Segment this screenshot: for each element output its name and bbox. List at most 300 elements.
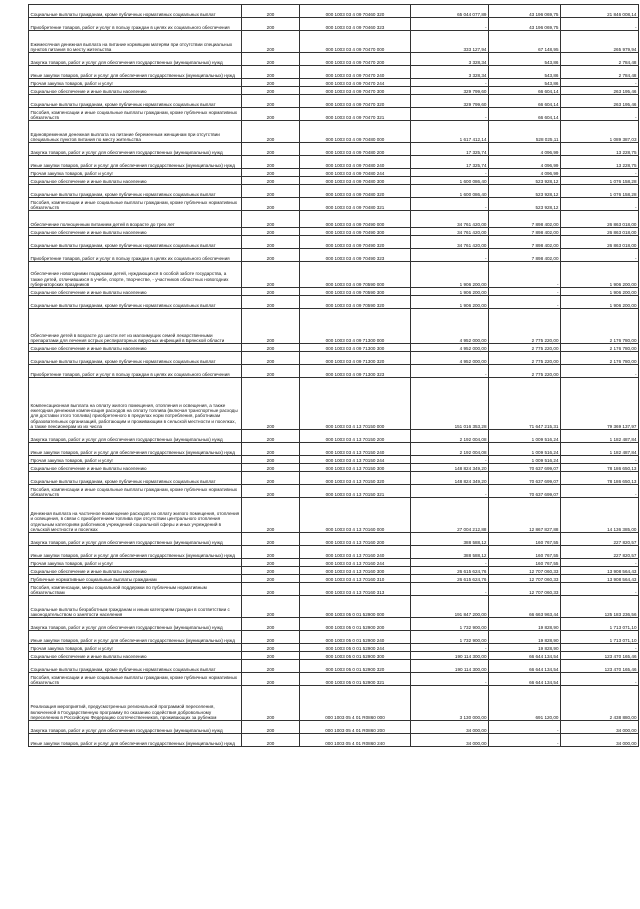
row-unexecuted: - xyxy=(561,18,639,31)
row-name: Приобретение товаров, работ и услуг в пользу граждан в целях их социального обеспечения xyxy=(29,18,242,31)
row-unexecuted: 1 089 387,03 xyxy=(561,121,639,143)
row-name: Пособия, компенсации и иные социальные выплаты гражданам, кроме публичных нормативных обязательств xyxy=(29,673,242,686)
row-name: Денежная выплата на частичное возмещение расходов на оплату жилого помещения, отопления и освещения, в связи с приобретением топлива при отсутствии центрального отопления отдельным категориям работников учреждений социальной сферы и иных учреждений в сельской местности и поселках xyxy=(29,498,242,533)
table-row xyxy=(29,472,639,485)
row-code: 200 xyxy=(242,87,300,95)
row-unexecuted: 79 369 137,97 xyxy=(561,378,639,430)
row-executed: 160 767,55 xyxy=(489,546,561,559)
row-unexecuted: 14 136 385,00 xyxy=(561,498,639,533)
row-executed: 43 196 069,75 xyxy=(489,18,561,31)
row-code: 200 xyxy=(242,249,300,262)
row-code: 200 xyxy=(242,644,300,652)
row-approved: 26 615 624,76 xyxy=(411,575,489,583)
table-row xyxy=(29,177,639,185)
table-row xyxy=(29,583,639,596)
row-kbk: 000 1003 03 4 09 70470 240 xyxy=(300,66,411,79)
row-unexecuted: - xyxy=(561,108,639,121)
row-kbk: 000 1003 03 4 09 70590 320 xyxy=(300,296,411,309)
row-approved: 2 192 004,08 xyxy=(411,443,489,456)
row-approved: 1 906 200,00 xyxy=(411,288,489,296)
row-kbk: 000 1003 05 0 01 52900 200 xyxy=(300,618,411,631)
row-unexecuted: 2 438 880,00 xyxy=(561,686,639,721)
row-code: 200 xyxy=(242,546,300,559)
table-row xyxy=(29,365,639,378)
row-kbk: 000 1003 03 4 09 70460 320 xyxy=(300,5,411,18)
row-code: 200 xyxy=(242,498,300,533)
row-approved: - xyxy=(411,249,489,262)
row-code: 200 xyxy=(242,236,300,249)
row-code: 200 xyxy=(242,430,300,443)
table-row xyxy=(29,660,639,673)
row-code: 200 xyxy=(242,79,300,87)
table-row xyxy=(29,567,639,575)
row-executed: 2 775 220,00 xyxy=(489,309,561,344)
row-unexecuted: 2 784,48 xyxy=(561,53,639,66)
row-name: Иные закупки товаров, работ и услуг для обеспечения государственных (муниципальных) нужд xyxy=(29,546,242,559)
table-row xyxy=(29,575,639,583)
row-code: 200 xyxy=(242,533,300,546)
row-unexecuted: 2 176 780,00 xyxy=(561,309,639,344)
row-kbk: 000 1003 03 4 13 70150 321 xyxy=(300,485,411,498)
row-name: Реализация мероприятий, предусмотренных региональной программой переселения, включенной в Государственную программу по оказанию содействия добровольному переселению в Российскую Федерацию соотечественников, проживающих за рубежом xyxy=(29,686,242,721)
row-name: Закупка товаров, работ и услуг для обеспечения государственных (муниципальных) нужд xyxy=(29,721,242,734)
row-kbk: 000 1003 03 4 13 70150 000 xyxy=(300,378,411,430)
row-unexecuted: 227 820,57 xyxy=(561,533,639,546)
row-executed: 66 644 134,54 xyxy=(489,652,561,660)
row-code: 200 xyxy=(242,344,300,352)
row-unexecuted: 1 713 071,10 xyxy=(561,618,639,631)
table-row xyxy=(29,644,639,652)
row-code: 200 xyxy=(242,583,300,596)
row-name: Публичные нормативные социальные выплаты гражданам xyxy=(29,575,242,583)
row-name: Приобретение товаров, работ и услуг в пользу граждан в целях их социального обеспечения xyxy=(29,365,242,378)
row-approved: 329 799,60 xyxy=(411,95,489,108)
row-executed: - xyxy=(489,288,561,296)
row-kbk: 000 1003 03 4 09 70480 200 xyxy=(300,143,411,156)
row-approved: 3 328,34 xyxy=(411,53,489,66)
row-name: Закупка товаров, работ и услуг для обеспечения государственных (муниципальных) нужд xyxy=(29,533,242,546)
table-row xyxy=(29,66,639,79)
row-kbk: 000 1003 03 4 09 70470 300 xyxy=(300,87,411,95)
row-kbk: 000 1003 03 4 09 70480 244 xyxy=(300,169,411,177)
row-code: 200 xyxy=(242,567,300,575)
row-code: 200 xyxy=(242,660,300,673)
row-name: Пособия, компенсации и иные социальные выплаты гражданам, кроме публичных нормативных обязательств xyxy=(29,108,242,121)
row-approved: 191 847 200,00 xyxy=(411,596,489,618)
row-unexecuted: 21 846 008,14 xyxy=(561,5,639,18)
budget-execution-table xyxy=(28,4,639,747)
row-code: 200 xyxy=(242,686,300,721)
row-code: 200 xyxy=(242,464,300,472)
row-kbk: 000 1003 05 4 01 R0860 000 xyxy=(300,686,411,721)
row-approved: 1 732 900,00 xyxy=(411,618,489,631)
row-unexecuted: 1 906 200,00 xyxy=(561,296,639,309)
row-unexecuted: - xyxy=(561,485,639,498)
row-code: 200 xyxy=(242,721,300,734)
row-executed: 4 096,99 xyxy=(489,169,561,177)
row-unexecuted: - xyxy=(561,79,639,87)
row-approved: - xyxy=(411,559,489,567)
row-name: Закупка товаров, работ и услуг для обеспечения государственных (муниципальных) нужд xyxy=(29,430,242,443)
row-name: Социальное обеспечение и иные выплаты населению xyxy=(29,288,242,296)
table-row xyxy=(29,344,639,352)
row-approved: 4 952 000,00 xyxy=(411,344,489,352)
row-kbk: 000 1003 05 0 01 52900 321 xyxy=(300,673,411,686)
row-code: 200 xyxy=(242,472,300,485)
table-row xyxy=(29,352,639,365)
row-kbk: 000 1003 05 4 01 R0860 240 xyxy=(300,734,411,747)
table-row xyxy=(29,53,639,66)
row-executed: 66 644 134,54 xyxy=(489,673,561,686)
row-approved: 27 004 212,88 xyxy=(411,498,489,533)
row-name: Социальные выплаты гражданам, кроме публичных нормативных социальных выплат xyxy=(29,95,242,108)
row-unexecuted: 123 470 165,46 xyxy=(561,660,639,673)
row-name: Иные закупки товаров, работ и услуг для обеспечения государственных (муниципальных) нужд xyxy=(29,734,242,747)
row-unexecuted: 78 186 650,13 xyxy=(561,464,639,472)
row-executed: 1 009 516,24 xyxy=(489,443,561,456)
row-approved: 2 192 004,08 xyxy=(411,430,489,443)
row-kbk: 000 1003 03 4 13 70160 300 xyxy=(300,567,411,575)
row-code: 200 xyxy=(242,177,300,185)
table-row xyxy=(29,143,639,156)
row-code: 200 xyxy=(242,352,300,365)
row-kbk: 000 1003 03 4 09 70480 000 xyxy=(300,121,411,143)
row-approved: 1 906 200,00 xyxy=(411,262,489,288)
row-executed: 7 898 402,00 xyxy=(489,249,561,262)
table-body xyxy=(29,5,639,747)
row-executed: - xyxy=(489,734,561,747)
row-approved: - xyxy=(411,198,489,211)
row-name: Иные закупки товаров, работ и услуг для обеспечения государственных (муниципальных) нужд xyxy=(29,443,242,456)
table-row xyxy=(29,309,639,344)
row-code: 200 xyxy=(242,18,300,31)
row-code: 200 xyxy=(242,631,300,644)
row-kbk: 000 1003 03 4 13 70160 000 xyxy=(300,498,411,533)
row-executed: 66 663 963,44 xyxy=(489,596,561,618)
row-code: 200 xyxy=(242,95,300,108)
row-executed: 70 637 699,07 xyxy=(489,485,561,498)
table-row xyxy=(29,533,639,546)
row-executed: - xyxy=(489,262,561,288)
row-unexecuted: - xyxy=(561,583,639,596)
row-executed: 7 898 402,00 xyxy=(489,236,561,249)
row-unexecuted: 26 863 018,00 xyxy=(561,228,639,236)
row-executed: 4 096,99 xyxy=(489,156,561,169)
row-approved: - xyxy=(411,108,489,121)
row-code: 200 xyxy=(242,262,300,288)
row-approved: 3 328,34 xyxy=(411,66,489,79)
row-approved: 1 906 200,00 xyxy=(411,296,489,309)
row-name: Приобретение товаров, работ и услуг в пользу граждан в целях их социального обеспечения xyxy=(29,249,242,262)
row-name: Единовременная денежная выплата на питание беременным женщинам при отсутствии специальных пунктов питания по месту жительства xyxy=(29,121,242,143)
row-code: 200 xyxy=(242,156,300,169)
row-executed: 7 898 402,00 xyxy=(489,211,561,228)
row-approved: 148 824 349,20 xyxy=(411,464,489,472)
row-executed: 2 775 220,00 xyxy=(489,344,561,352)
table-row xyxy=(29,721,639,734)
row-kbk: 000 1003 03 4 13 70160 240 xyxy=(300,546,411,559)
row-code: 200 xyxy=(242,596,300,618)
row-unexecuted: 13 228,75 xyxy=(561,143,639,156)
row-kbk: 000 1003 05 0 01 52900 240 xyxy=(300,631,411,644)
table-row xyxy=(29,464,639,472)
row-kbk: 000 1003 03 4 13 70150 320 xyxy=(300,472,411,485)
table-row xyxy=(29,228,639,236)
row-code: 200 xyxy=(242,365,300,378)
row-name: Прочая закупка товаров, работ и услуг xyxy=(29,644,242,652)
row-code: 200 xyxy=(242,309,300,344)
table-row xyxy=(29,296,639,309)
row-unexecuted: 123 470 165,46 xyxy=(561,652,639,660)
row-approved: 151 016 353,28 xyxy=(411,378,489,430)
row-unexecuted: 263 195,46 xyxy=(561,87,639,95)
table-row xyxy=(29,236,639,249)
row-kbk: 000 1003 05 0 01 52900 244 xyxy=(300,644,411,652)
row-name: Социальные выплаты гражданам, кроме публичных нормативных социальных выплат xyxy=(29,236,242,249)
row-name: Иные закупки товаров, работ и услуг для обеспечения государственных (муниципальных) нужд xyxy=(29,631,242,644)
row-kbk: 000 1003 03 4 09 70480 320 xyxy=(300,185,411,198)
table-row xyxy=(29,618,639,631)
row-executed: 19 828,90 xyxy=(489,631,561,644)
row-name: Закупка товаров, работ и услуг для обеспечения государственных (муниципальных) нужд xyxy=(29,143,242,156)
row-approved: 4 952 000,00 xyxy=(411,352,489,365)
row-kbk: 000 1003 03 4 13 70150 300 xyxy=(300,464,411,472)
row-code: 200 xyxy=(242,296,300,309)
row-executed: 1 009 516,24 xyxy=(489,456,561,464)
row-name: Социальное обеспечение и иные выплаты населению xyxy=(29,567,242,575)
row-kbk: 000 1003 03 4 09 70480 321 xyxy=(300,198,411,211)
table-row xyxy=(29,559,639,567)
row-code: 200 xyxy=(242,456,300,464)
table-row xyxy=(29,673,639,686)
table-row xyxy=(29,198,639,211)
row-code: 200 xyxy=(242,443,300,456)
table-row xyxy=(29,79,639,87)
row-code: 200 xyxy=(242,673,300,686)
row-executed: - xyxy=(489,721,561,734)
table-row xyxy=(29,498,639,533)
row-unexecuted: 1 182 487,84 xyxy=(561,430,639,443)
table-row xyxy=(29,378,639,430)
row-unexecuted: 1 713 071,10 xyxy=(561,631,639,644)
row-kbk: 000 1003 05 0 01 52900 320 xyxy=(300,660,411,673)
row-name: Обеспечение новогодними подарками детей, нуждающихся в особой заботе государства, а также детей, отличившихся в учебе, спорте, творчестве, - участников областных новогодних губернаторских праздников xyxy=(29,262,242,288)
row-unexecuted: - xyxy=(561,198,639,211)
row-name: Социальное обеспечение и иные выплаты населению xyxy=(29,464,242,472)
row-kbk: 000 1003 03 4 09 71300 000 xyxy=(300,309,411,344)
table-row xyxy=(29,169,639,177)
row-approved: 1 617 412,14 xyxy=(411,121,489,143)
row-approved: 190 114 300,00 xyxy=(411,652,489,660)
row-name: Социальные выплаты гражданам, кроме публичных нормативных социальных выплат xyxy=(29,185,242,198)
row-name: Социальные выплаты гражданам, кроме публичных нормативных социальных выплат xyxy=(29,296,242,309)
row-executed: 4 096,99 xyxy=(489,143,561,156)
row-executed: 523 928,12 xyxy=(489,185,561,198)
row-name: Социальное обеспечение и иные выплаты населению xyxy=(29,228,242,236)
table-row xyxy=(29,262,639,288)
row-approved: 34 000,00 xyxy=(411,734,489,747)
table-row xyxy=(29,87,639,95)
table-row xyxy=(29,734,639,747)
row-name: Закупка товаров, работ и услуг для обеспечения государственных (муниципальных) нужд xyxy=(29,53,242,66)
table-row xyxy=(29,185,639,198)
row-executed: 67 148,95 xyxy=(489,31,561,53)
row-name: Прочая закупка товаров, работ и услуг xyxy=(29,79,242,87)
row-name: Социальные выплаты гражданам, кроме публичных нормативных социальных выплат xyxy=(29,472,242,485)
row-unexecuted: 13 228,75 xyxy=(561,156,639,169)
table-row xyxy=(29,652,639,660)
row-kbk: 000 1003 03 4 09 70470 200 xyxy=(300,53,411,66)
row-name: Социальное обеспечение и иные выплаты населению xyxy=(29,344,242,352)
table-row xyxy=(29,211,639,228)
row-executed: 691 120,00 xyxy=(489,686,561,721)
row-unexecuted: 265 979,94 xyxy=(561,31,639,53)
row-unexecuted: 2 784,48 xyxy=(561,66,639,79)
row-approved: 26 615 624,76 xyxy=(411,567,489,575)
row-executed: - xyxy=(489,296,561,309)
table-row xyxy=(29,18,639,31)
table-row xyxy=(29,485,639,498)
row-approved: - xyxy=(411,485,489,498)
row-executed: 71 647 215,31 xyxy=(489,378,561,430)
row-kbk: 000 1003 03 4 09 70480 240 xyxy=(300,156,411,169)
row-name: Ежемесячная денежная выплата на питание кормящим матерям при отсутствии специальных пунктов питания по месту жительства xyxy=(29,31,242,53)
row-executed: 1 009 516,24 xyxy=(489,430,561,443)
row-name: Обеспечение полноценным питанием детей в возрасте до трех лет xyxy=(29,211,242,228)
table-row xyxy=(29,546,639,559)
row-approved: 17 325,74 xyxy=(411,143,489,156)
row-approved: - xyxy=(411,365,489,378)
row-approved: 34 000,00 xyxy=(411,721,489,734)
row-unexecuted: - xyxy=(561,559,639,567)
row-code: 200 xyxy=(242,734,300,747)
row-approved: 34 761 420,00 xyxy=(411,236,489,249)
row-code: 200 xyxy=(242,652,300,660)
row-approved: 3 130 000,00 xyxy=(411,686,489,721)
row-executed: 43 196 069,75 xyxy=(489,5,561,18)
row-approved: - xyxy=(411,79,489,87)
row-unexecuted: 1 906 200,00 xyxy=(561,288,639,296)
row-executed: 543,86 xyxy=(489,66,561,79)
row-name: Прочая закупка товаров, работ и услуг xyxy=(29,169,242,177)
row-name: Социальные выплаты гражданам, кроме публичных нормативных социальных выплат xyxy=(29,660,242,673)
row-name: Социальные выплаты безработным гражданам и иным категориям граждан в соответствии с законодательством о занятости населения xyxy=(29,596,242,618)
row-name: Социальное обеспечение и иные выплаты населению xyxy=(29,87,242,95)
row-unexecuted: 263 195,46 xyxy=(561,95,639,108)
row-approved: - xyxy=(411,169,489,177)
row-unexecuted: 125 183 236,56 xyxy=(561,596,639,618)
row-executed: 19 828,90 xyxy=(489,644,561,652)
row-approved: 388 588,12 xyxy=(411,546,489,559)
table-row xyxy=(29,95,639,108)
row-executed: 528 025,11 xyxy=(489,121,561,143)
row-unexecuted: - xyxy=(561,365,639,378)
row-unexecuted: - xyxy=(561,644,639,652)
row-approved: - xyxy=(411,18,489,31)
row-kbk: 000 1003 03 4 13 70160 310 xyxy=(300,575,411,583)
row-kbk: 000 1003 03 4 09 70490 000 xyxy=(300,211,411,228)
row-kbk: 000 1003 03 4 09 70590 300 xyxy=(300,288,411,296)
row-unexecuted: 34 000,00 xyxy=(561,734,639,747)
row-unexecuted: 1 076 158,28 xyxy=(561,177,639,185)
row-unexecuted: 1 182 487,84 xyxy=(561,443,639,456)
row-approved: 34 761 420,00 xyxy=(411,211,489,228)
row-kbk: 000 1003 05 0 01 52900 300 xyxy=(300,652,411,660)
row-name: Пособия, компенсации, меры социальной поддержки по публичным нормативным обязательствам xyxy=(29,583,242,596)
row-name: Иные закупки товаров, работ и услуг для обеспечения государственных (муниципальных) нужд xyxy=(29,156,242,169)
table-row xyxy=(29,686,639,721)
row-code: 200 xyxy=(242,5,300,18)
row-kbk: 000 1003 03 4 09 70470 244 xyxy=(300,79,411,87)
row-kbk: 000 1003 05 0 01 52900 000 xyxy=(300,596,411,618)
row-approved: 4 952 000,00 xyxy=(411,309,489,344)
row-name: Компенсационная выплата на оплату жилого помещения, отопления и освещения, а также ежегодная денежная компенсация расходов на оплату топлива (включая транспортные расходы для доставки этого топлива) приобретенного в пределах норм потребления, работникам образовательных организаций, работающим и проживающим в сельской местности и поселках, а также пенсионерам из их числа xyxy=(29,378,242,430)
budget-report-page xyxy=(28,4,638,747)
table-row xyxy=(29,108,639,121)
row-approved: - xyxy=(411,456,489,464)
row-code: 200 xyxy=(242,143,300,156)
row-approved: - xyxy=(411,583,489,596)
row-unexecuted: - xyxy=(561,249,639,262)
table-row xyxy=(29,5,639,18)
table-row xyxy=(29,631,639,644)
row-unexecuted: - xyxy=(561,456,639,464)
row-unexecuted: 34 000,00 xyxy=(561,721,639,734)
row-kbk: 000 1003 03 4 09 70490 300 xyxy=(300,228,411,236)
row-executed: 66 604,14 xyxy=(489,95,561,108)
row-approved: 1 600 086,40 xyxy=(411,185,489,198)
row-kbk: 000 1003 03 4 13 70160 244 xyxy=(300,559,411,567)
row-name: Социальное обеспечение и иные выплаты населению xyxy=(29,652,242,660)
row-code: 200 xyxy=(242,31,300,53)
row-name: Социальное обеспечение и иные выплаты населению xyxy=(29,177,242,185)
row-code: 200 xyxy=(242,53,300,66)
row-unexecuted: 227 820,57 xyxy=(561,546,639,559)
table-row xyxy=(29,156,639,169)
row-code: 200 xyxy=(242,288,300,296)
row-name: Закупка товаров, работ и услуг для обеспечения государственных (муниципальных) нужд xyxy=(29,618,242,631)
row-approved: 148 824 349,20 xyxy=(411,472,489,485)
row-kbk: 000 1003 05 4 01 R0860 200 xyxy=(300,721,411,734)
row-code: 200 xyxy=(242,485,300,498)
row-unexecuted: 26 863 018,00 xyxy=(561,236,639,249)
row-kbk: 000 1003 03 4 13 70150 240 xyxy=(300,443,411,456)
row-code: 200 xyxy=(242,575,300,583)
row-kbk: 000 1003 03 4 13 70160 200 xyxy=(300,533,411,546)
table-row xyxy=(29,596,639,618)
row-approved: 333 127,94 xyxy=(411,31,489,53)
row-kbk: 000 1003 03 4 09 70480 300 xyxy=(300,177,411,185)
row-approved: - xyxy=(411,673,489,686)
row-code: 200 xyxy=(242,559,300,567)
row-executed: 12 707 060,33 xyxy=(489,583,561,596)
table-row xyxy=(29,121,639,143)
row-kbk: 000 1003 03 4 09 70470 321 xyxy=(300,108,411,121)
row-approved: 34 761 420,00 xyxy=(411,228,489,236)
row-unexecuted: - xyxy=(561,673,639,686)
row-name: Пособия, компенсации и иные социальные выплаты гражданам, кроме публичных нормативных обязательств xyxy=(29,485,242,498)
row-executed: 19 828,90 xyxy=(489,618,561,631)
row-executed: 523 928,12 xyxy=(489,177,561,185)
row-executed: 2 775 220,00 xyxy=(489,352,561,365)
row-executed: 66 644 134,54 xyxy=(489,660,561,673)
row-executed: 7 898 402,00 xyxy=(489,228,561,236)
row-name: Социальные выплаты гражданам, кроме публичных нормативных социальных выплат xyxy=(29,352,242,365)
row-executed: 2 775 220,00 xyxy=(489,365,561,378)
row-name: Прочая закупка товаров, работ и услуг xyxy=(29,456,242,464)
table-row xyxy=(29,288,639,296)
row-executed: 160 767,55 xyxy=(489,559,561,567)
